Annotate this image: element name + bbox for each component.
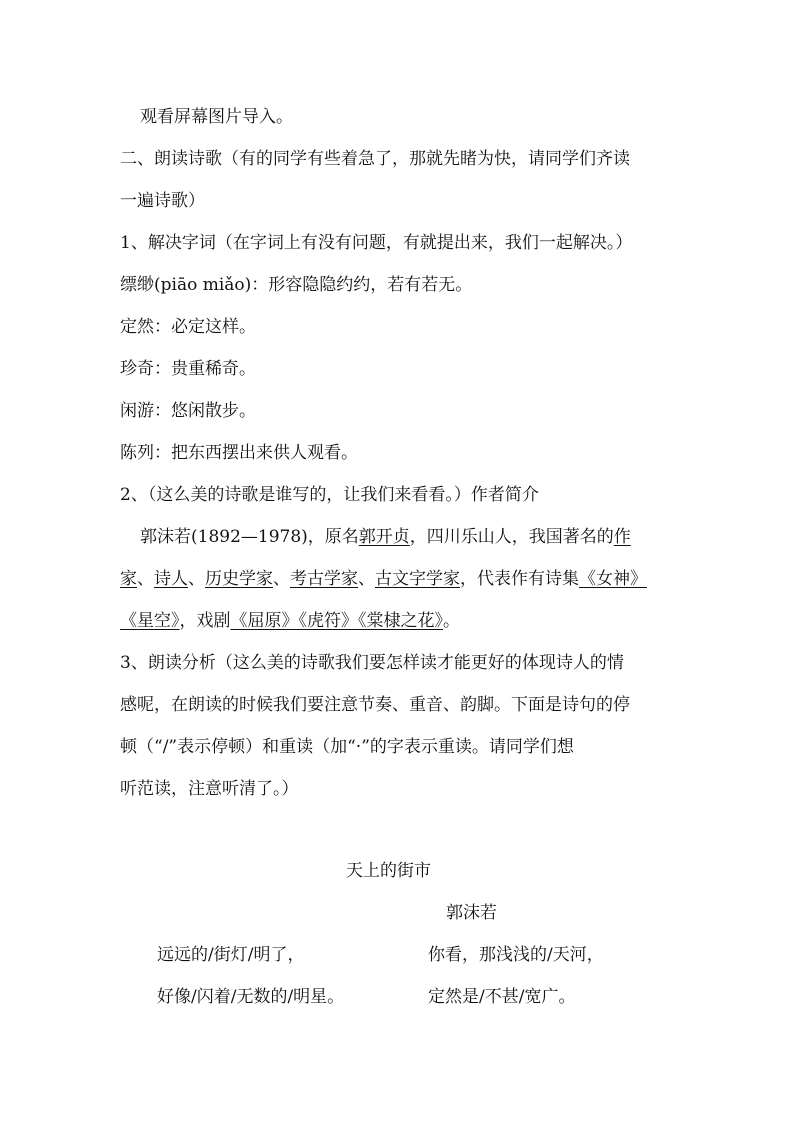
- bio-line1: [140, 526, 631, 548]
- vocab-heading: 1、解决字词（在字词上有没有问题，有就提出来，我们一起解决。）: [120, 233, 633, 253]
- poem-author: 郭沫若: [446, 903, 497, 923]
- bio-profession: 历史学家: [205, 569, 273, 589]
- section2-line2: 一遍诗歌）: [120, 191, 205, 211]
- bio-text: ，代表作有诗集: [460, 569, 579, 589]
- poem-verse-left: 好像/闪着/无数的/明星。: [157, 987, 345, 1007]
- bio-work-title: 《屈原》: [230, 611, 299, 631]
- bio-work-title: 《虎符》: [298, 611, 358, 631]
- bio-text: ，四川乐山人，我国著名的: [409, 527, 614, 547]
- bio-text: 。: [443, 611, 460, 631]
- bio-text: 郭沫若(1892—1978)，原名: [140, 527, 359, 547]
- bio-separator: 、: [358, 569, 375, 589]
- bio-separator: 、: [137, 569, 154, 589]
- reading-analysis-line: 感呢，在朗读的时候我们要注意节奏、重音、韵脚。下面是诗句的停: [120, 695, 630, 715]
- bio-profession: 古文字学家: [375, 569, 460, 589]
- reading-analysis-line: 3、朗读分析（这么美的诗歌我们要怎样读才能更好的体现诗人的情: [120, 653, 624, 673]
- intro-line: 观看屏幕图片导入。: [140, 107, 293, 127]
- vocab-item: 闲游：悠闲散步。: [120, 401, 256, 421]
- poem-verse-left: 远远的/街灯/明了，: [157, 945, 305, 965]
- reading-analysis-line: 听范读，注意听清了。）: [120, 779, 299, 799]
- vocab-item: 缥缈(piāo miǎo)：形容隐隐约约，若有若无。: [120, 275, 473, 295]
- bio-text: ，戏剧: [179, 611, 231, 631]
- poem-verse-right: 定然是/不甚/宽广。: [428, 987, 576, 1007]
- bio-profession: 作: [613, 527, 631, 547]
- poem-verse-right: 你看，那浅浅的/天河，: [428, 945, 604, 965]
- section2-line1: 二、朗读诗歌（有的同学有些着急了，那就先睹为快，请同学们齐读: [120, 149, 630, 169]
- author-heading: 2、（这么美的诗歌是谁写的，让我们来看看。）作者简介: [120, 485, 539, 505]
- vocab-item: 陈列：把东西摆出来供人观看。: [120, 443, 358, 463]
- bio-profession: 考古学家: [290, 569, 358, 589]
- vocab-item: 定然：必定这样。: [120, 317, 256, 337]
- bio-original-name: 郭开贞: [358, 527, 410, 547]
- vocab-item: 珍奇：贵重稀奇。: [120, 359, 256, 379]
- poem-title: 天上的街市: [346, 861, 431, 881]
- bio-line3: [120, 610, 460, 632]
- bio-separator: 、: [188, 569, 205, 589]
- bio-profession: 诗人: [154, 569, 188, 589]
- bio-work-title: 《星空》: [120, 611, 180, 631]
- bio-line2: [120, 568, 647, 590]
- bio-work-title: 《女神》: [579, 569, 647, 589]
- bio-separator: 、: [273, 569, 290, 589]
- bio-work-title: 《棠棣之花》: [358, 611, 443, 631]
- bio-profession: 家: [120, 569, 137, 589]
- reading-analysis-line: 顿（“/”表示停顿）和重读（加“·”的字表示重读。请同学们想: [120, 737, 574, 757]
